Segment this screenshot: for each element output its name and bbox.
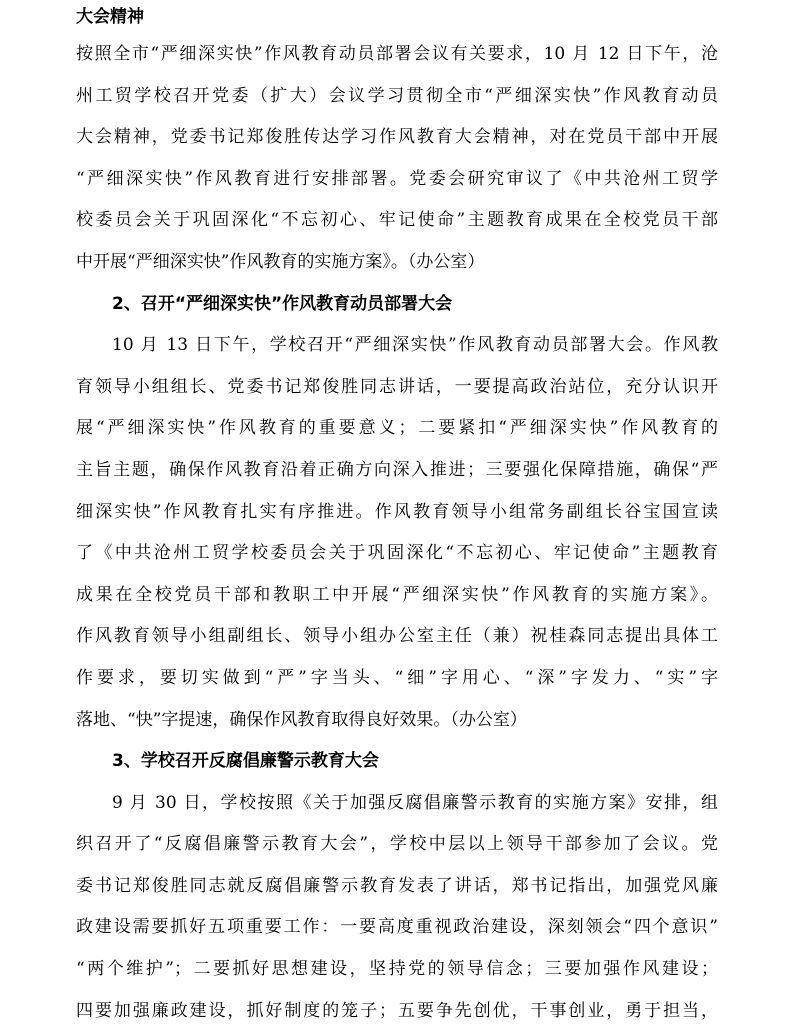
text-line: 作风教育领导小组副组长、领导小组办公室主任（兼）祝桂森同志提出具体工 (76, 626, 718, 647)
text-line: 展“严细深实快”作风教育的重要意义；二要紧扣“严细深实快”作风教育的 (76, 418, 718, 439)
text-line: 中开展“严细深实快”作风教育的实施方案》。（办公室） (76, 251, 485, 272)
text-line: 委书记郑俊胜同志就反腐倡廉警示教育发表了讲话，郑书记指出，加强党风廉 (76, 875, 718, 896)
text-line: 织召开了“反腐倡廉警示教育大会”，学校中层以上领导干部参加了会议。党 (76, 834, 718, 855)
text-line: 州工贸学校召开党委（扩大）会议学习贯彻全市“严细深实快”作风教育动员 (76, 85, 718, 106)
text-line: 主旨主题，确保作风教育沿着正确方向深入推进；三要强化保障措施，确保“严 (76, 459, 718, 480)
text-line: “严细深实快”作风教育进行安排部署。党委会研究审议了《中共沧州工贸学 (76, 168, 718, 189)
text-line: 育领导小组组长、党委书记郑俊胜同志讲话，一要提高政治站位，充分认识开 (76, 376, 718, 397)
section-heading-2: 2、召开“严细深实快”作风教育动员部署大会 (112, 293, 453, 314)
paragraph-party-committee-meeting (76, 34, 718, 284)
section-heading-continued: 大会精神 (76, 7, 144, 27)
text-line: 9 月 30 日，学校按照《关于加强反腐倡廉警示教育的实施方案》安排，组 (112, 792, 718, 813)
text-line: 校委员会关于巩固深化“不忘初心、牢记使命”主题教育成果在全校党员干部 (76, 210, 718, 231)
paragraph-anti-corruption-meeting (76, 783, 718, 1032)
text-line: 四要加强廉政建设，抓好制度的笼子；五要争先创优，干事创业，勇于担当， (76, 1000, 718, 1021)
text-line: 细深实快”作风教育扎实有序推进。作风教育领导小组常务副组长谷宝国宣读 (76, 501, 718, 522)
document-page (76, 0, 718, 1032)
text-line: “两个维护”；二要抓好思想建设，坚持党的领导信念；三要加强作风建设； (76, 959, 718, 980)
text-line: 政建设需要抓好五项重要工作：一要高度重视政治建设，深刻领会“四个意识” (76, 917, 718, 938)
section-heading-3: 3、学校召开反腐倡廉警示教育大会 (112, 751, 379, 772)
paragraph-mobilization-meeting (76, 325, 718, 741)
text-line: 大会精神，党委书记郑俊胜传达学习作风教育大会精神，对在党员干部中开展 (76, 127, 718, 148)
text-line: 10 月 13 日下午，学校召开“严细深实快”作风教育动员部署大会。作风教 (112, 335, 718, 356)
text-line: 作要求，要切实做到“严”字当头、“细”字用心、“深”字发力、“实”字 (76, 667, 718, 688)
text-line: 了《中共沧州工贸学校委员会关于巩固深化“不忘初心、牢记使命”主题教育 (76, 543, 718, 564)
text-line: 落地、“快”字提速，确保作风教育取得良好效果。（办公室） (76, 709, 527, 730)
text-line: 按照全市“严细深实快”作风教育动员部署会议有关要求，10 月 12 日下午，沧 (76, 44, 718, 64)
text-line: 成果在全校党员干部和教职工中开展“严细深实快”作风教育的实施方案》。 (76, 584, 718, 605)
